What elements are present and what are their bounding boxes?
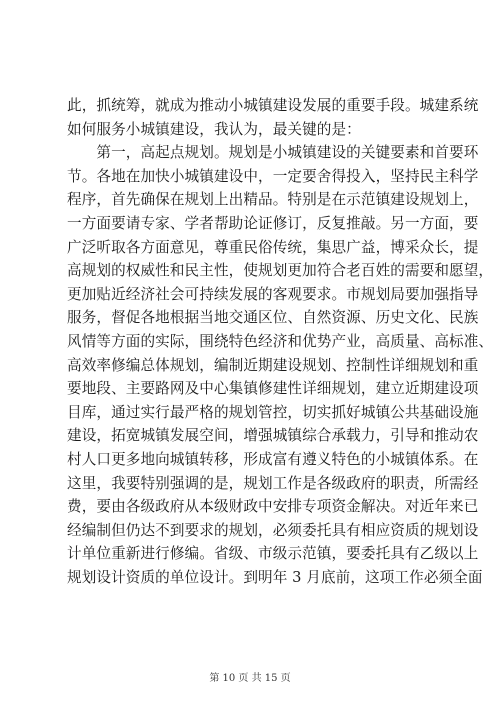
text-line: 风情等方面的实际，围绕特色经济和优势产业，高质量、高标准、 [67,332,494,350]
text-line: 这里，我要特别强调的是，规划工作是各级政府的职责，所需经 [67,474,479,492]
text-line: 高规划的权威性和民主性，使规划更加符合老百姓的需要和愿望， [67,262,494,280]
text-line: 节。各地在加快小城镇建设中，一定要舍得投入，坚持民主科学 [67,167,479,185]
text-line: 要地段、主要路网及中心集镇修建性详细规划，建立近期建设项 [67,380,479,398]
text-line: 程序，首先确保在规划上出精品。特别是在示范镇建设规划上， [67,191,479,209]
text-line: 费，要由各级政府从本级财政中安排专项资金解决。对近年来已 [67,498,479,516]
page-number-footer: 第 10 页 共 15 页 [209,673,291,684]
text-line: 规划设计资质的单位设计。到明年 3 月底前，这项工作必须全面 [67,568,483,586]
text-line: 服务，督促各地根据当地交通区位、自然资源、历史文化、民族 [67,309,479,327]
text-line: 如何服务小城镇建设，我认为，最关键的是： [67,120,361,138]
text-line: 村人口更多地向城镇转移，形成富有遵义特色的小城镇体系。在 [67,450,479,468]
text-line: 建设，拓宽城镇发展空间，增强城镇综合承载力，引导和推动农 [67,427,479,445]
text-line: 广泛听取各方面意见，尊重民俗传统，集思广益，博采众长，提 [67,238,479,256]
text-line: 此，抓统筹，就成为推动小城镇建设发展的重要手段。城建系统 [67,97,479,114]
text-line: 高效率修编总体规划，编制近期建设规划、控制性详细规划和重 [67,356,479,374]
text-line: 目库，通过实行最严格的规划管控，切实抓好城镇公共基础设施 [67,403,479,421]
text-line: 经编制但仍达不到要求的规划，必须委托具有相应资质的规划设 [67,521,479,539]
text-line: 一方面要请专家、学者帮助论证修订，反复推敲。另一方面，要 [67,214,479,232]
text-line: 更加贴近经济社会可持续发展的客观要求。市规划局要加强指导 [67,285,479,303]
text-line: 计单位重新进行修编。省级、市级示范镇，要委托具有乙级以上 [67,545,479,563]
text-line: 第一，高起点规划。规划是小城镇建设的关键要素和首要环 [67,144,479,162]
body-text [67,94,494,589]
